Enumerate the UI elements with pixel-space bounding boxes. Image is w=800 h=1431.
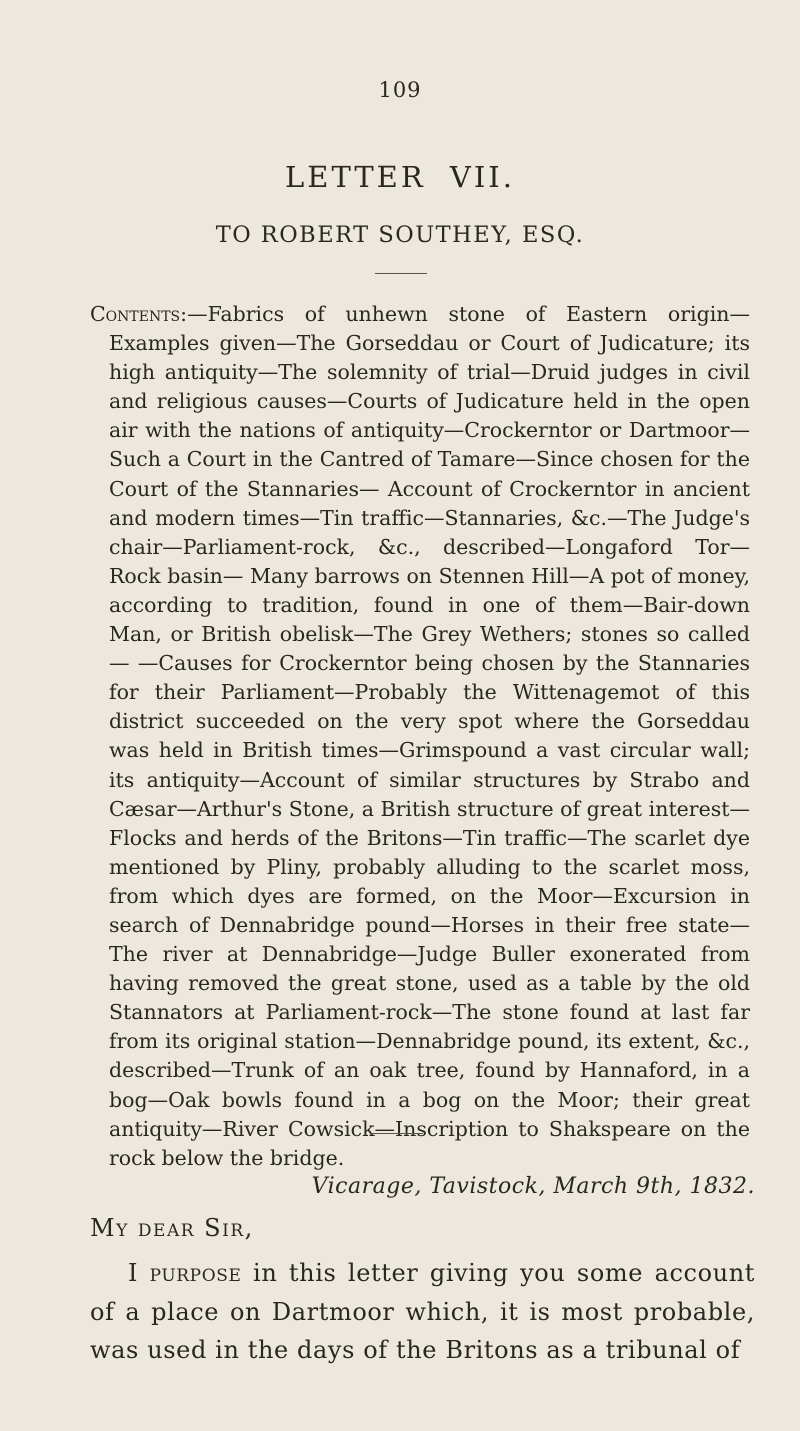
letter-addressee: TO ROBERT SOUTHEY, ESQ.	[215, 222, 585, 248]
page-number: 109	[378, 78, 422, 102]
contents-text: :—Fabrics of unhewn stone of Eastern origin—Examples given—The Gorseddau or Court of Judicature; its high antiquity—The solemnity of trial—Druid judges in civil and religious causes—Courts of Judicature held in the open air with the nations of antiquity—Crockerntor or Dartmoor—Such a Court in the Cantred of Tamare—Since chosen for the Court of the Stannaries— Account of Crockerntor in ancient and modern times—Tin traffic—Stannaries, &c.—The Judge's chair—Parliament-rock, &c., described—Longaford Tor—Rock basin— Many barrows on Stennen Hill—A pot of money, according to tradition, found in one of them—Bair-down Man, or British obelisk—The Grey Wethers; stones so called— —Causes for Crockerntor being chosen by the Stannaries for their Parliament—Probably the Wittenagemot of this district succeeded on the very spot where the Gorseddau was held in British times—Grimspound a vast circular wall; its antiquity—Account of similar structures by Strabo and Cæsar—Arthur's Stone, a British structure of great interest—Flocks and herds of the Britons—Tin traffic—The scarlet dye mentioned by Pliny, probably alluding to the scarlet moss, from which dyes are formed, on the Moor—Excursion in search of Dennabridge pound—Horses in their free state—The river at Dennabridge—Judge Buller exonerated from having removed the great stone, used as a table by the old Stannators at Parliament-rock—The stone found at last far from its original station—Dennabridge pound, its extent, &c., described—Trunk of an oak tree, found by Hannaford, in a bog—Oak bowls found in a bog on the Moor; their great antiquity—River Cowsick—Inscription to Shakspeare on the rock below the bridge.	[109, 302, 750, 1170]
letter-salutation: My dear Sir,	[90, 1214, 254, 1242]
letter-body-paragraph	[90, 1254, 755, 1370]
contents-summary	[90, 300, 750, 1173]
body-text: in this letter giving you some account of a place on Dartmoor which, it is most probable, was used in the days of the Britons as a tribunal of	[90, 1259, 755, 1364]
section-divider	[375, 273, 427, 274]
contents-lead: Contents	[90, 302, 181, 326]
letter-dateline: Vicarage, Tavistock, March 9th, 1832.	[311, 1174, 755, 1199]
letter-title: LETTER VII.	[285, 160, 515, 194]
body-lead: I purpose	[128, 1259, 242, 1287]
section-divider	[371, 1133, 423, 1134]
